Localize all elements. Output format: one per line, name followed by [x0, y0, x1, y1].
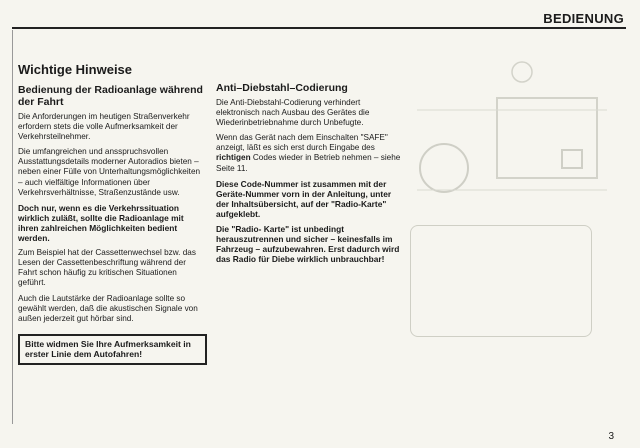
left-paragraph-1: Die Anforderungen im heutigen Straßenverkehr erfordern stets die volle Aufmerksamkeit der Verkehrsteilnehmer. [18, 112, 190, 142]
middle-paragraph-2-emphasis: richtigen [216, 153, 251, 163]
left-subheading: Bedienung der Radioanlage während der Fahrt [18, 84, 203, 108]
middle-paragraph-4: Die "Radio- Karte" ist unbedingt herauszutrennen und sicher – keinesfalls im Fahrzeug – aufzubewahren. Erst dadurch wird das Radio für Diebe wirklich unbrauchbar! [216, 224, 400, 265]
left-paragraph-5: Auch die Lautstärke der Radioanlage sollte so gewählt werden, daß die akustischen Signale von außen jederzeit gut hörbar sind. [18, 293, 198, 323]
middle-column [216, 82, 402, 269]
middle-paragraph-2-part-a: Wenn das Gerät nach dem Einschalten "SAFE" anzeigt, läßt es sich erst durch Eingabe des [216, 133, 388, 153]
left-paragraph-2: Die umfangreichen und ansspruchsvollen Ausstattungsdetails moderner Autoradios bieten – neben einer Fülle von Unterhaltungsmöglichkeiten – auch vielfältige Informationen über Verkehrsverhältnisse, Straßenzustände usw. [18, 147, 201, 197]
middle-paragraph-2-part-b: Codes wieder in Betrieb nehmen – siehe Seite 11. [216, 153, 401, 173]
bleed-through-illustration [412, 50, 612, 210]
left-column [18, 84, 203, 329]
bleed-through-box [410, 225, 592, 337]
section-title: Wichtige Hinweise [18, 62, 133, 77]
middle-paragraph-2 [216, 133, 402, 173]
left-paragraph-4: Zum Beispiel hat der Cassettenwechsel bzw. das Lesen der Cassettenbeschriftung während der Fahrt schon häufig zu kritischen Situationen geführt. [18, 248, 196, 288]
notice-box: Bitte widmen Sie Ihre Aufmerksamkeit in erster Linie dem Autofahren! [18, 334, 207, 365]
left-margin-rule [12, 30, 13, 424]
page-number: 3 [608, 431, 614, 442]
header-title: BEDIENUNG [543, 11, 624, 26]
middle-subheading: Anti–Diebstahl–Codierung [216, 82, 348, 94]
middle-paragraph-3: Diese Code-Nummer ist zusammen mit der Geräte-Nummer vorn in der Anleitung, unter der Inhaltsübersicht, auf der "Radio-Karte" aufgeklebt. [216, 178, 392, 219]
left-paragraph-3: Doch nur, wenn es die Verkehrssituation wirklich zuläßt, sollte die Radioanlage mit ihren zahlreichen Möglichkeiten bedient werden. [18, 202, 184, 244]
middle-paragraph-1: Die Anti-Diebstahl-Codierung verhindert elektronisch nach Ausbau des Gerätes die Wiederinbetriebnahme durch Unbefugte. [216, 98, 370, 128]
header-rule [12, 27, 626, 29]
